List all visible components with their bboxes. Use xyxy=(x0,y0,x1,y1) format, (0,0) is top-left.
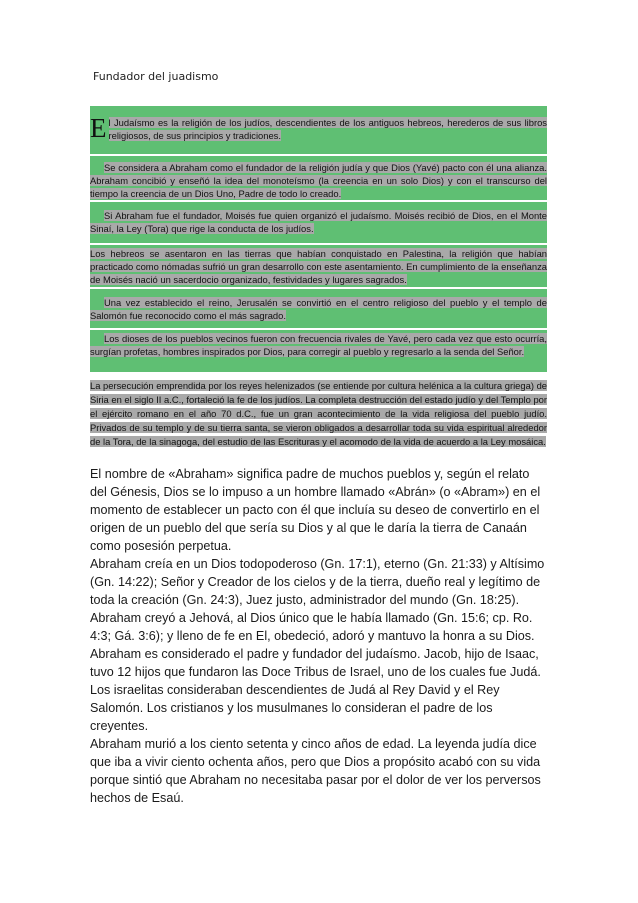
body-paragraph-name: El nombre de «Abraham» significa padre de muchos pueblos y, según el relato del Génesis, Dios se lo impuso a un hombre llamado «Abrán» (o «Abram») en el momento de establecer un pacto con él que incluía su deseo de convertirlo en el origen de un pueblo del que sería su Dios y al que le daría la tierra de Canaán como posesión perpetua. xyxy=(90,467,541,553)
moses-text: Si Abraham fue el fundador, Moisés fue quien organizó el judaísmo. Moisés recibió de Dios, en el Monte Sinaí, la Ley (Tora) que rige la conducta de los judíos. xyxy=(90,210,547,234)
jerusalem-paragraph xyxy=(90,296,547,322)
body-text xyxy=(90,465,549,807)
history-text: La persecución emprendida por los reyes helenizados (se entiende por cultura helénica a la cultura griega) de Siria en el siglo II a.C., fortaleció la fe de los judíos. La completa destrucción del estado judío y del Templo por el ejército romano en el año 70 d.C., fue un gran acontecimiento de la vida religiosa del pueblo judío. Privados de su templo y de su tierra santa, se vieron obligados a desarrollar toda su vida espiritual alrededor de la Tora, de la sinagoga, del estudio de las Escrituras y el acomodo de la vida de acuerdo a la Ley mosáica. xyxy=(90,380,547,447)
hebrews-text: Los hebreos se asentaron en las tierras que habían conquistado en Palestina, la religión que habían practicado como nómadas sufrió un gran desarrollo con este asentamiento. En cumplimiento de la enseñanza de Moisés nació un sacerdocio organizado, festividades y lugares sagrados. xyxy=(90,248,547,285)
body-paragraph-death: Abraham murió a los ciento setenta y cinco años de edad. La leyenda judía dice que iba a vivir ciento ochenta años, pero que Dios a propósito acabó con su vida porque sintió que Abraham no necesitaba pasar por el dolor de ver los perversos hechos de Esaú. xyxy=(90,737,541,805)
page-title: Fundador del juadismo xyxy=(93,70,219,83)
abraham-text: Se considera a Abraham como el fundador de la religión judía y que Dios (Yavé) pacto con él una alianza. Abraham concibió y enseñó la idea del monoteísmo (la creencia en un solo Dios) y con el transcurso del tiempo la creencia de un Dios Uno, Padre de todo lo creado. xyxy=(90,162,547,199)
moses-paragraph xyxy=(90,209,547,235)
drop-cap: E xyxy=(90,113,107,143)
jerusalem-text: Una vez establecido el reino, Jerusalén se convirtió en el centro religioso del pueblo y el templo de Salomón fue reconocido como el más sagrado. xyxy=(90,297,547,321)
body-paragraph-faith: Abraham creía en un Dios todopoderoso (Gn. 17:1), eterno (Gn. 21:33) y Altísimo (Gn. 14:22); Señor y Creador de los cielos y de la tierra, dueño real y legítimo de toda la creación (Gn. 24:3), Juez justo, administrador del mundo (Gn. 18:25). Abraham creyó a Jehová, al Dios único que le había llamado (Gn. 15:6; cp. Ro. 4:3; Gá. 3:6); y lleno de fe en El, obedeció, adoró y mantuvo la honra a su Dios. xyxy=(90,557,545,643)
hebrews-paragraph xyxy=(90,247,547,286)
prophets-paragraph xyxy=(90,332,547,358)
prophets-text: Los dioses de los pueblos vecinos fueron con frecuencia rivales de Yavé, pero cada vez que esto ocurría, surgían profetas, hombres inspirados por Dios, para corregir al pueblo y regresarlo a la senda del Señor. xyxy=(90,333,547,357)
intro-paragraph xyxy=(90,113,547,143)
body-paragraph-founder: Abraham es considerado el padre y fundador del judaísmo. Jacob, hijo de Isaac, tuvo 12 hijos que fundaron las Doce Tribus de Israel, uno de los cuales fue Judá. Los israelitas consideraban descendientes de Judá al Rey David y el Rey Salomón. Los cristianos y los musulmanes lo consideran el padre de los creyentes. xyxy=(90,647,541,733)
abraham-paragraph xyxy=(90,161,547,200)
history-paragraph xyxy=(90,379,547,449)
intro-text: l Judaísmo es la religión de los judíos, descendientes de los antiguos hebreos, herederos de sus libros religiosos, de sus principios y tradiciones. xyxy=(108,117,547,141)
